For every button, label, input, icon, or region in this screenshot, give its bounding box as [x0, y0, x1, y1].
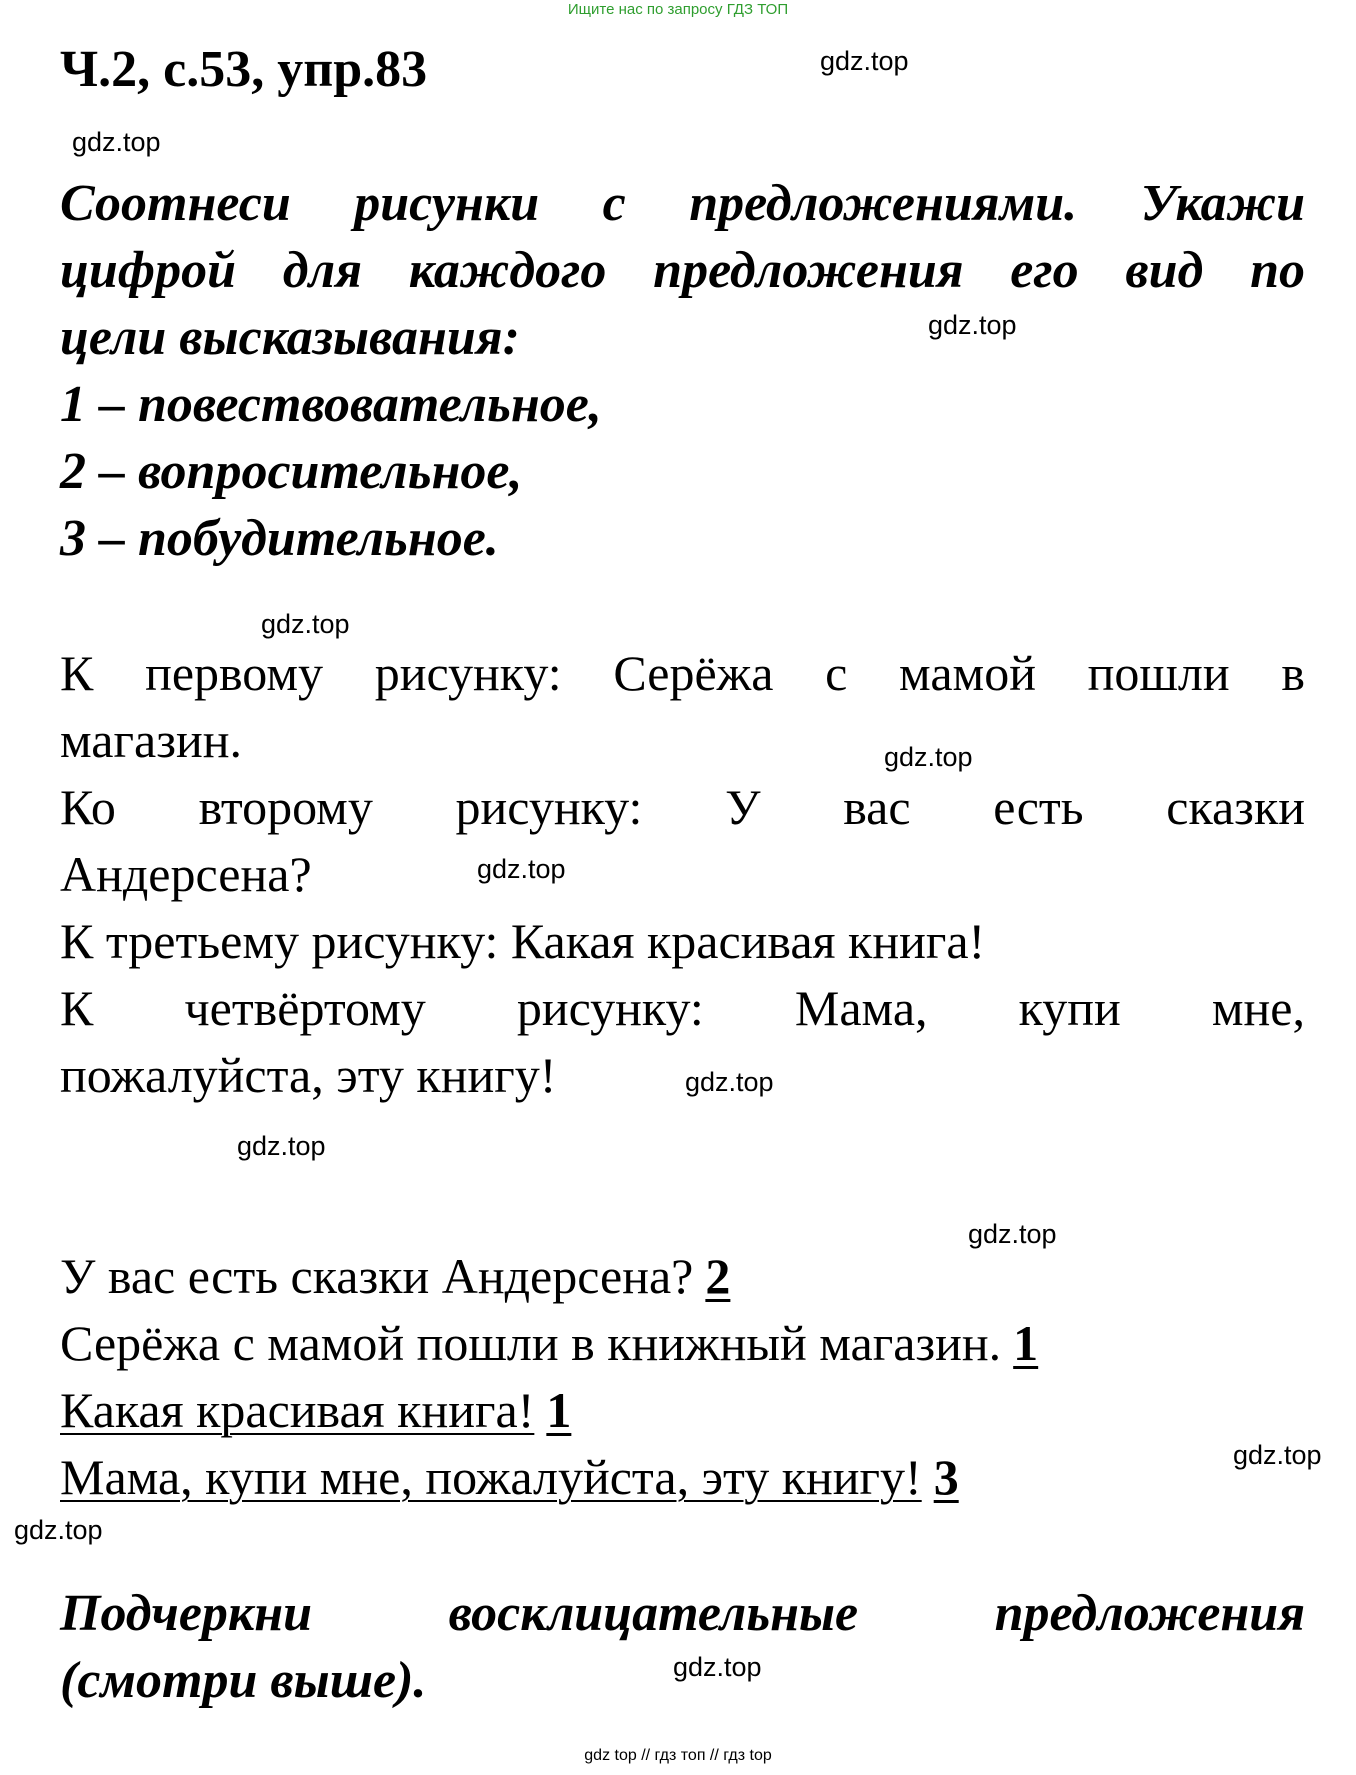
watermark: gdz.top	[820, 46, 909, 76]
top-search-note: Ищите нас по запросу ГДЗ ТОП	[567, 1, 789, 18]
watermark: gdz.top	[237, 1131, 326, 1161]
task-line: 3 – побудительное.	[60, 510, 499, 567]
task-line: цифрой для каждого предложения его вид по	[60, 242, 1305, 299]
answer-row	[60, 1243, 730, 1310]
answer-number: 1	[546, 1382, 572, 1438]
answer-text: У вас есть сказки Андерсена?	[60, 1248, 694, 1304]
page-title: Ч.2, с.53, упр.83	[60, 41, 428, 98]
watermark: gdz.top	[673, 1652, 762, 1682]
watermark: gdz.top	[968, 1219, 1057, 1249]
watermark: gdz.top	[261, 609, 350, 639]
watermark: gdz.top	[72, 127, 161, 157]
answer-text-underlined: Мама, купи мне, пожалуйста, эту книгу!	[60, 1449, 922, 1505]
task2-line: Подчеркни восклицательные предложения	[60, 1585, 1305, 1642]
task-line: 1 – повествовательное,	[60, 376, 602, 433]
watermark: gdz.top	[1233, 1440, 1322, 1470]
picture-line: пожалуйста, эту книгу!	[60, 1047, 557, 1103]
picture-line: Ко второму рисунку: У вас есть сказки	[60, 779, 1305, 835]
picture-line: Андерсена?	[60, 846, 312, 902]
answer-text-underlined: Какая красивая книга!	[60, 1382, 535, 1438]
answer-row	[60, 1444, 959, 1511]
task-line: 2 – вопросительное,	[60, 443, 523, 500]
watermark: gdz.top	[884, 742, 973, 772]
task-line: цели высказывания:	[60, 309, 520, 366]
answer-row	[60, 1377, 571, 1444]
task2-line: (смотри выше).	[60, 1652, 427, 1709]
picture-line: К четвёртому рисунку: Мама, купи мне,	[60, 980, 1305, 1036]
answer-number: 2	[705, 1248, 731, 1304]
task-line: Соотнеси рисунки с предложениями. Укажи	[60, 175, 1305, 232]
footer-note: gdz top // гдз топ // гдз top	[584, 1747, 772, 1764]
watermark: gdz.top	[685, 1067, 774, 1097]
watermark: gdz.top	[477, 854, 566, 884]
picture-line: магазин.	[60, 712, 242, 768]
watermark: gdz.top	[14, 1515, 103, 1545]
answer-row	[60, 1310, 1038, 1377]
watermark: gdz.top	[928, 310, 1017, 340]
answer-text: Серёжа с мамой пошли в книжный магазин.	[60, 1315, 1002, 1371]
picture-line: К третьему рисунку: Какая красивая книга!	[60, 913, 986, 969]
answer-number: 3	[933, 1449, 959, 1505]
picture-line: К первому рисунку: Серёжа с мамой пошли в	[60, 645, 1305, 701]
answer-number: 1	[1013, 1315, 1039, 1371]
